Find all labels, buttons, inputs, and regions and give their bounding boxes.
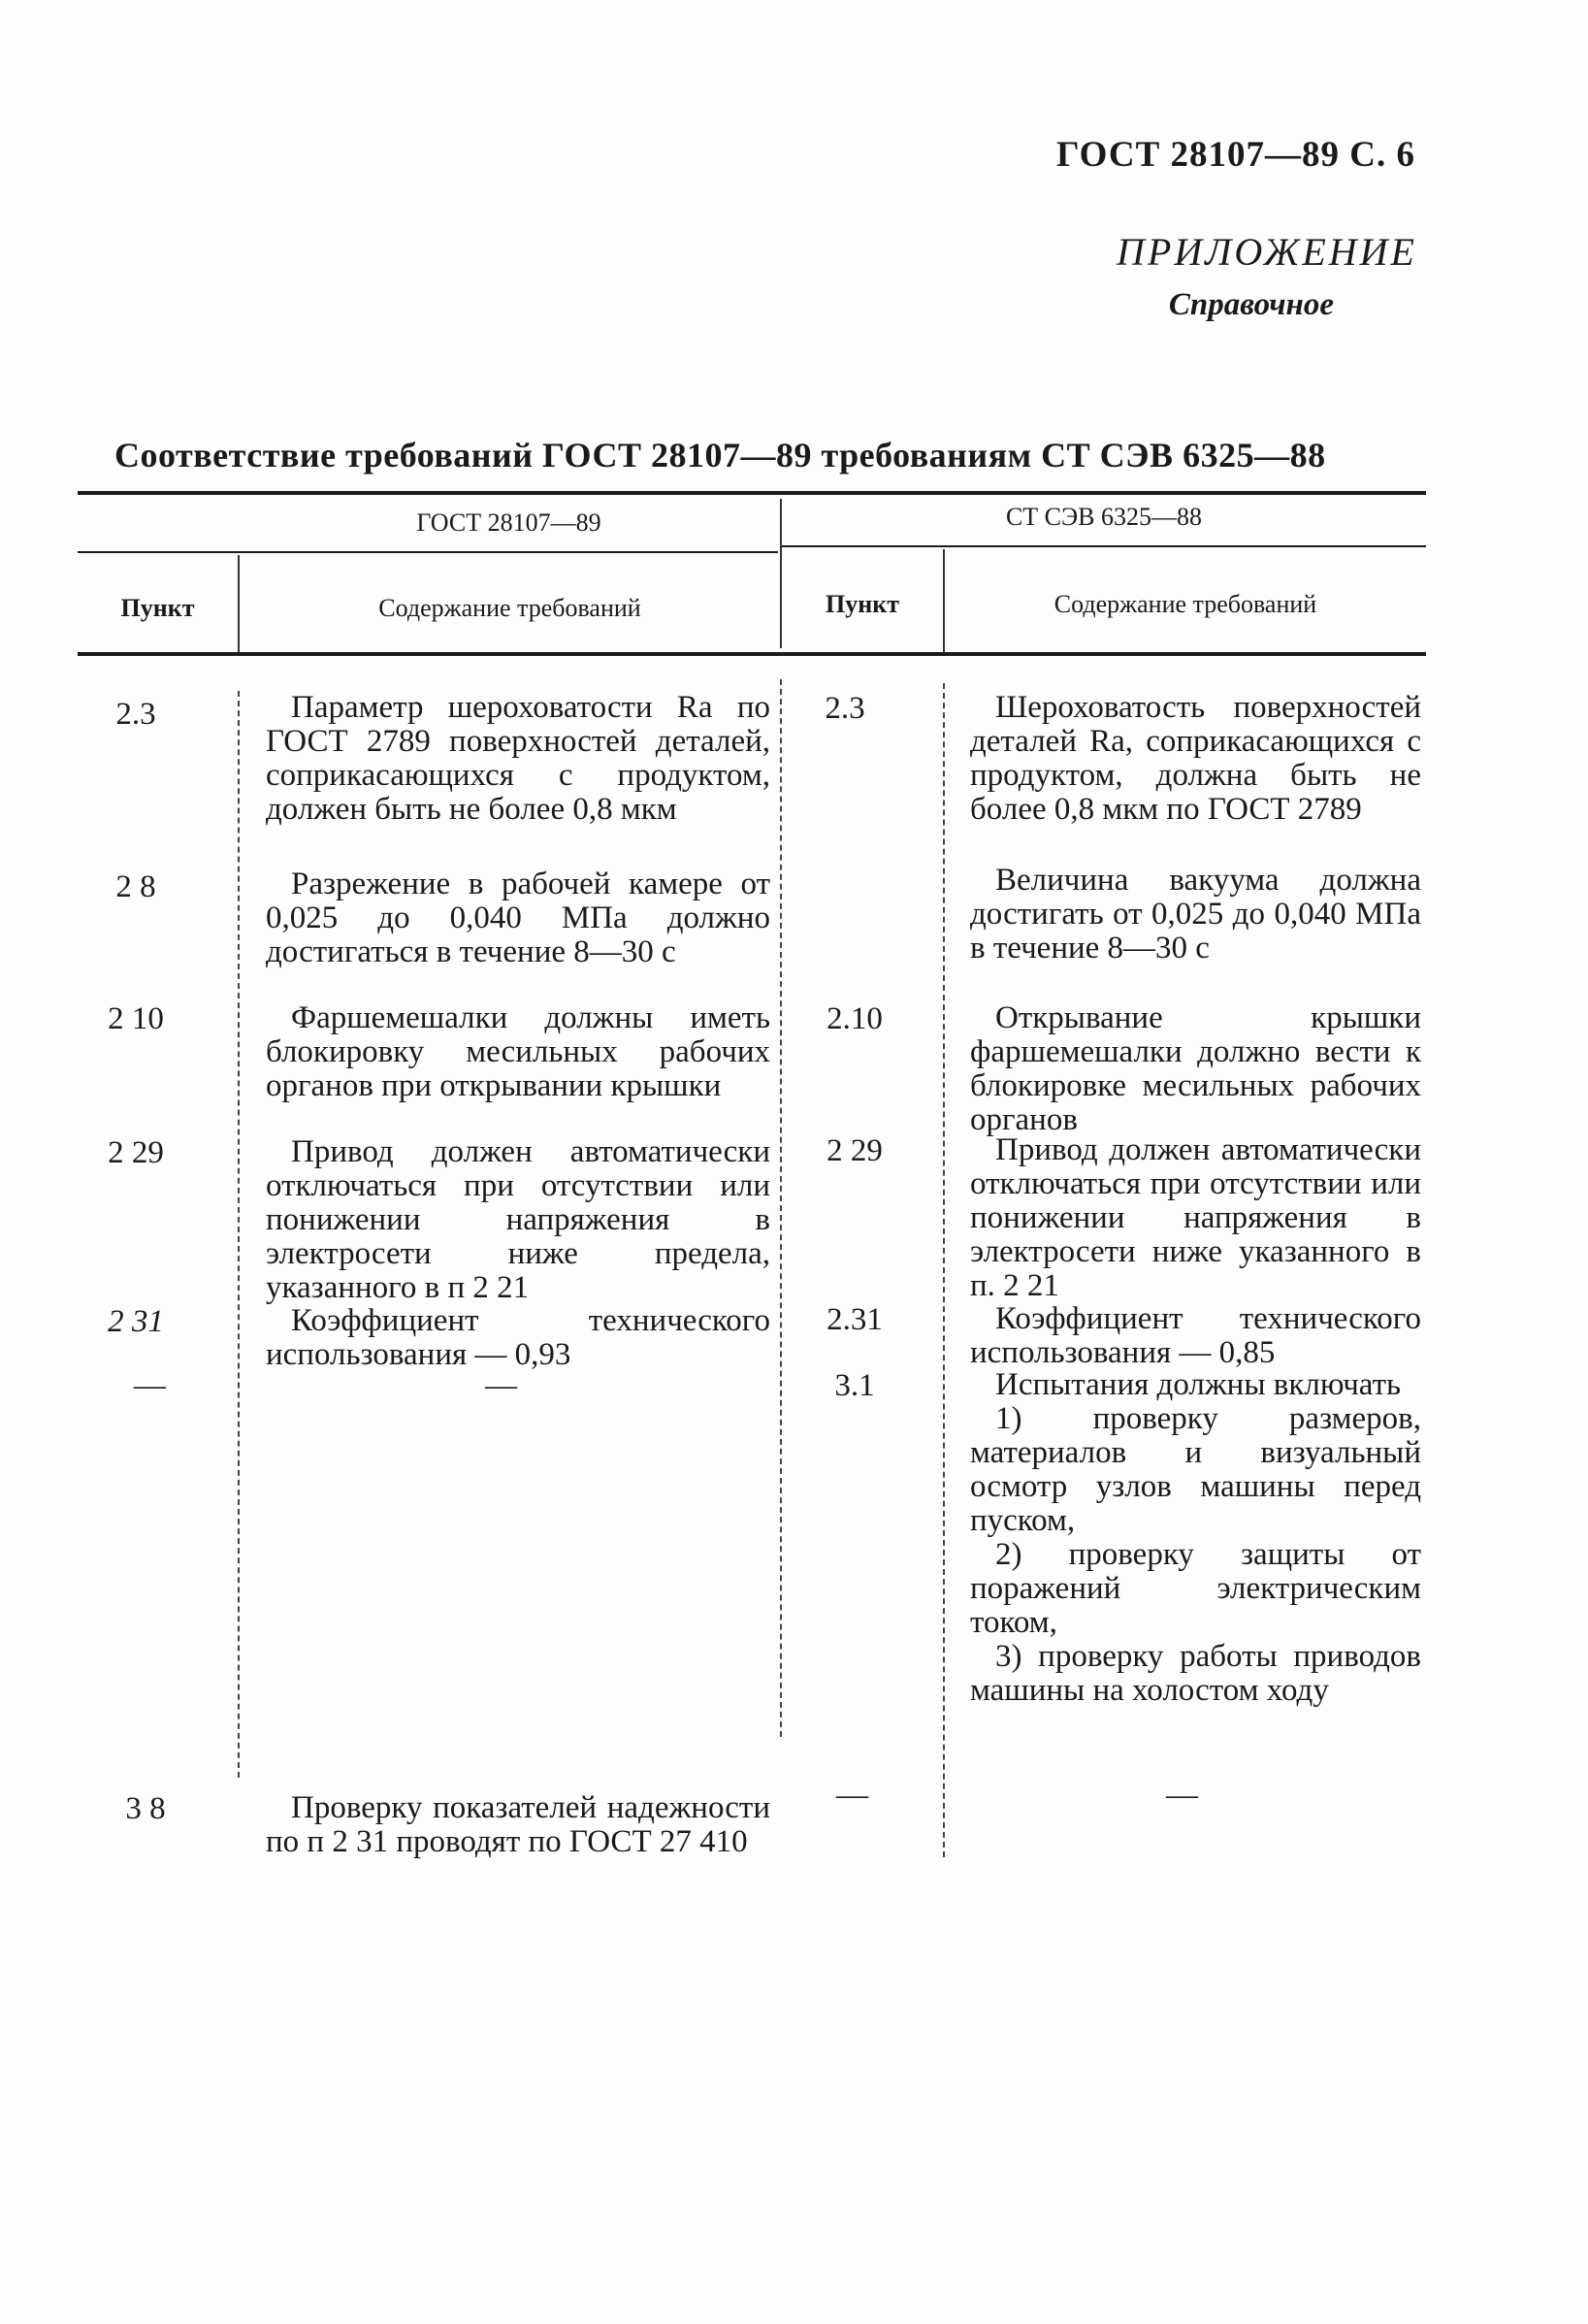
table-caption: Соответствие требований ГОСТ 28107—89 требованиям СТ СЭВ 6325—88 <box>114 436 1326 475</box>
table-row-left-text: — <box>485 1368 517 1403</box>
table-row-right-item: — <box>836 1778 868 1813</box>
group-header-rule-right <box>782 545 1426 547</box>
table-row-left-item: 3 8 <box>125 1791 166 1826</box>
table-row-right-text: Открывание крышки фаршемешалки должно вести к блокировке месильных рабочих органов <box>970 1000 1421 1137</box>
table-row-left-item: 2 8 <box>115 869 156 904</box>
table-row-left-text: Фаршемешалки должны иметь блокировку месильных рабочих органов при открывании крышки <box>266 1000 770 1103</box>
table-row-left-text: Проверку показателей надежности по п 2 31 проводят по ГОСТ 27 410 <box>266 1790 770 1859</box>
table-row-right-text: Шероховатость поверхностей деталей Ra, соприкасающихся с продуктом, должна быть не более 0,8 мкм по ГОСТ 2789 <box>970 690 1421 827</box>
table-row-left-item: 2 31 <box>108 1304 164 1339</box>
table-row-right-item: 2.3 <box>825 691 865 726</box>
table-row-left-text: Разрежение в рабочей камере от 0,025 до 0,040 МПа должно достигаться в течение 8—30 с <box>266 867 770 969</box>
group-header-right: СТ СЭВ 6325—88 <box>1005 503 1203 531</box>
table-row-left-text: Коэффициент технического использования — 0,93 <box>266 1303 770 1372</box>
table-row-right-text: Привод должен автоматически отключаться при отсутствии или понижении напряжения в электросети ниже указанного в п. 2 21 <box>970 1132 1421 1303</box>
list-item: 1) проверку размеров, материалов и визуальный осмотр узлов машины перед пуском, <box>970 1401 1421 1538</box>
table-row-left-text: Привод должен автоматически отключаться при отсутствии или понижении напряжения в электросети ниже предела, указанного в п 2 21 <box>266 1134 770 1305</box>
col-header-left-content: Содержание требований <box>378 594 641 622</box>
group-header-rule-left <box>78 551 778 553</box>
table-row-left-item: 2 29 <box>108 1135 164 1170</box>
body-divider-groups <box>780 679 782 1737</box>
table-row-right-item: 2.10 <box>826 1001 883 1036</box>
group-header-left: ГОСТ 28107—89 <box>416 508 601 537</box>
col-header-right-content: Содержание требований <box>1053 590 1317 618</box>
table-row-right-item: 2 29 <box>826 1133 883 1168</box>
page-reference: ГОСТ 28107—89 С. 6 <box>1056 135 1415 175</box>
table-row-right-text: Величина вакуума должна достигать от 0,025 до 0,040 МПа в течение 8—30 с <box>970 863 1421 966</box>
table-row-left-item: 2 10 <box>108 1001 164 1036</box>
body-divider-right-cols <box>943 683 945 1857</box>
table-row-left-text: Параметр шероховатости Ra по ГОСТ 2789 поверхностей деталей, соприкасающихся с продуктом, должен быть не более 0,8 мкм <box>266 690 770 827</box>
list-intro: Испытания должны включать <box>995 1367 1402 1402</box>
appendix-subtitle: Справочное <box>1168 287 1334 322</box>
body-divider-left-cols <box>238 691 240 1778</box>
list-item: 2) проверку защиты от поражений электрическим током, <box>970 1537 1421 1640</box>
appendix-title: ПРИЛОЖЕНИЕ <box>1117 230 1417 274</box>
table-row-right-text: Коэффициент технического использования — 0,85 <box>970 1301 1421 1370</box>
list-item: 3) проверку работы приводов машины на холостом ходу <box>970 1639 1421 1708</box>
table-top-rule <box>78 491 1426 495</box>
table-row-right-item: 2.31 <box>826 1302 883 1337</box>
header-bottom-rule <box>78 652 1426 656</box>
col-header-left-item: Пункт <box>120 594 195 622</box>
table-row-left-item: 2.3 <box>115 697 156 732</box>
table-row-right-text <box>970 1368 1421 1708</box>
table-row-left-item: — <box>134 1368 166 1403</box>
col-header-right-item: Пункт <box>826 590 899 618</box>
table-row-right-text: — <box>1166 1778 1198 1813</box>
table-row-right-item: 3.1 <box>834 1368 875 1403</box>
